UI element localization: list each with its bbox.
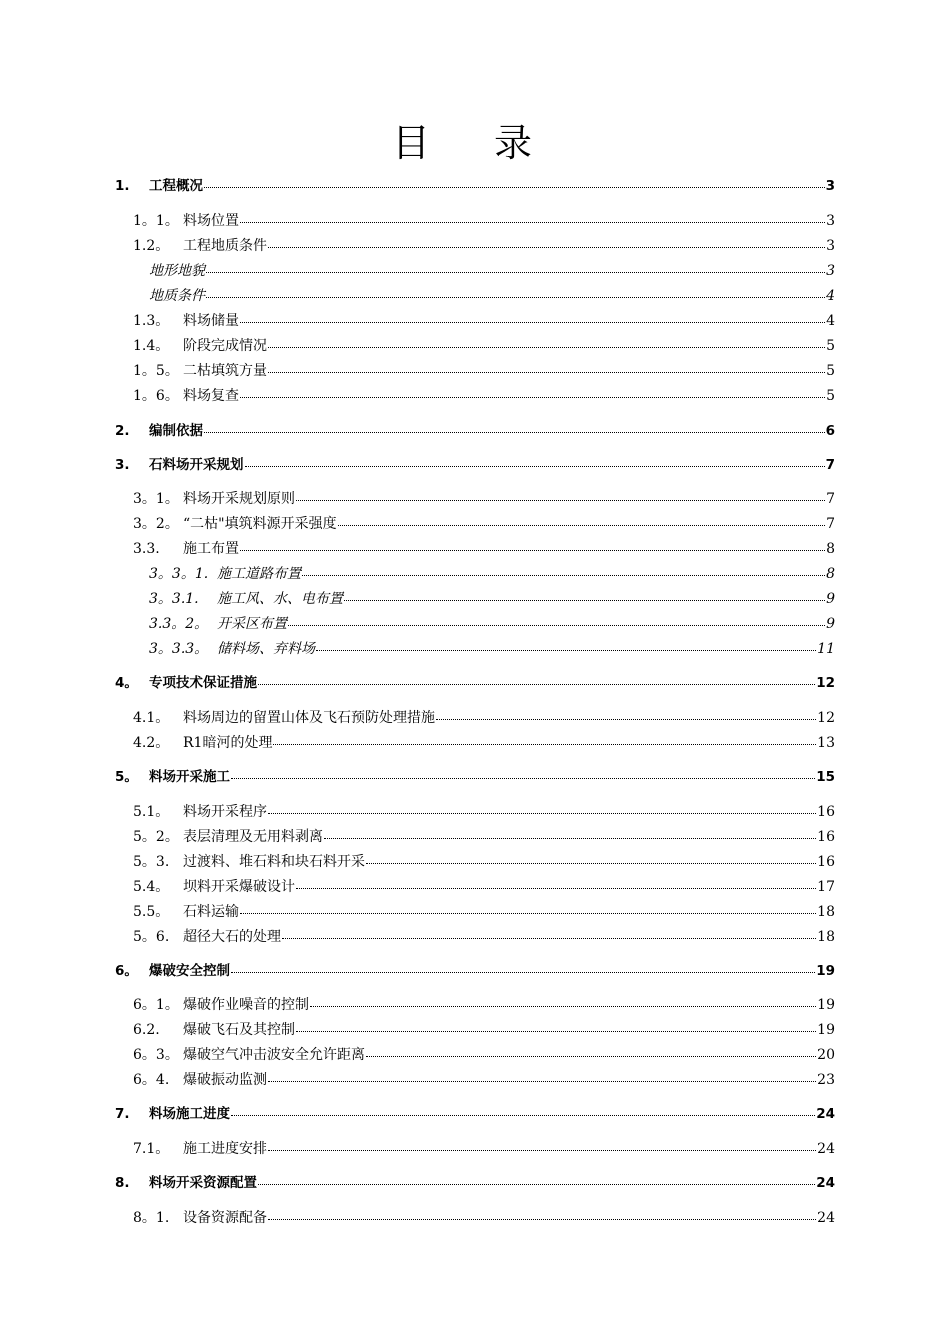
dot-leader: [206, 285, 825, 298]
toc-entry[interactable]: [133, 385, 835, 407]
toc-entry-number: 3.3。2。: [149, 616, 209, 632]
dot-leader: [231, 1103, 815, 1116]
toc-entry-number: 5.1。: [133, 804, 170, 820]
toc-entry-title: R1暗河的处理: [183, 735, 273, 751]
toc-entry-title: 地质条件: [149, 288, 205, 304]
dot-leader: [240, 901, 816, 914]
toc-entry-title: 坝料开采爆破设计: [183, 879, 295, 895]
toc-entry[interactable]: [133, 801, 835, 823]
toc-entry-number: 3。2。: [133, 516, 179, 532]
toc-entry-title: 爆破振动监测: [183, 1072, 267, 1088]
toc-entry-page-number: 16: [817, 804, 835, 820]
toc-entry[interactable]: [149, 588, 835, 610]
toc-entry-title: 施工道路布置: [217, 566, 301, 582]
dot-leader: [436, 707, 816, 720]
toc-entry-title: 施工风、水、电布置: [217, 591, 343, 607]
toc-entry-number: 6。1。: [133, 997, 179, 1013]
toc-entry-title: 地形地貌: [149, 263, 205, 279]
dot-leader: [273, 732, 816, 745]
dot-leader: [258, 1172, 815, 1185]
toc-entry[interactable]: [133, 1069, 835, 1091]
toc-entry-title: 石料运输: [183, 904, 239, 920]
toc-entry-number: 3.: [115, 457, 130, 473]
toc-entry-page-number: 7: [826, 516, 835, 532]
toc-entry[interactable]: [133, 994, 835, 1016]
toc-entry-title: 料场位置: [183, 213, 239, 229]
toc-entry-number: 5。2。: [133, 829, 179, 845]
toc-entry-title: 二枯填筑方量: [183, 363, 267, 379]
toc-entry-page-number: 19: [817, 997, 835, 1013]
toc-entry[interactable]: [115, 454, 835, 476]
toc-entry-title: 料场周边的留置山体及飞石预防处理措施: [183, 710, 435, 726]
toc-entry[interactable]: [115, 672, 835, 694]
toc-entry-number: 4。: [115, 675, 138, 691]
toc-entry-title: 爆破安全控制: [149, 963, 230, 979]
toc-entry-title: 设备资源配备: [183, 1210, 267, 1226]
toc-entry-page-number: 24: [816, 1175, 835, 1191]
toc-entry-title: 料场开采施工: [149, 769, 230, 785]
dot-leader: [316, 638, 816, 651]
toc-entry-number: 6.2.: [133, 1022, 160, 1038]
toc-entry-title: 石料场开采规划: [149, 457, 244, 473]
toc-entry-title: 料场开采程序: [183, 804, 267, 820]
dot-leader: [310, 994, 816, 1007]
toc-entry-page-number: 18: [817, 929, 835, 945]
dot-leader: [240, 538, 825, 551]
dot-leader: [231, 960, 815, 973]
toc-entry-page-number: 19: [817, 1022, 835, 1038]
toc-entry-page-number: 24: [816, 1106, 835, 1122]
toc-entry[interactable]: [149, 563, 835, 585]
dot-leader: [240, 310, 825, 323]
toc-entry-page-number: 3: [826, 238, 835, 254]
toc-entry-title: “二枯"填筑料源开采强度: [183, 516, 337, 532]
toc-entry-title: 爆破飞石及其控制: [183, 1022, 295, 1038]
toc-entry-page-number: 6: [825, 423, 835, 439]
toc-entry-title: 表层清理及无用料剥离: [183, 829, 323, 845]
toc-entry[interactable]: [133, 926, 835, 948]
toc-entry-page-number: 16: [817, 829, 835, 845]
toc-entry-page-number: 12: [817, 710, 835, 726]
toc-entry-title: 料场复查: [183, 388, 239, 404]
toc-entry-title: 爆破空气冲击波安全允许距离: [183, 1047, 365, 1063]
toc-entry-number: 3。1。: [133, 491, 179, 507]
toc-entry[interactable]: [133, 1044, 835, 1066]
toc-entry-title: 开采区布置: [217, 616, 287, 632]
dot-leader: [240, 385, 825, 398]
toc-entry-page-number: 8: [826, 566, 835, 582]
toc-entry-page-number: 19: [816, 963, 835, 979]
toc-entry-number: 6。3。: [133, 1047, 179, 1063]
toc-entry-page-number: 20: [817, 1047, 835, 1063]
toc-entry[interactable]: [115, 175, 835, 197]
toc-entry[interactable]: [133, 707, 835, 729]
toc-entry-page-number: 5: [826, 363, 835, 379]
toc-entry-page-number: 17: [817, 879, 835, 895]
dot-leader: [245, 454, 825, 467]
toc-entry[interactable]: [149, 285, 835, 307]
dot-leader: [324, 826, 816, 839]
toc-entry-number: 4.1。: [133, 710, 170, 726]
toc-entry-number: 3.3.: [133, 541, 160, 557]
toc-entry-number: 3。3.1.: [149, 591, 199, 607]
toc-entry-page-number: 9: [826, 591, 835, 607]
toc-entry-title: 过渡料、堆石料和块石料开采: [183, 854, 365, 870]
dot-leader: [268, 801, 816, 814]
toc-entry-number: 3。3.3。: [149, 641, 209, 657]
toc-entry-number: 8.: [115, 1175, 130, 1191]
dot-leader: [288, 613, 825, 626]
toc-entry-number: 1。5。: [133, 363, 179, 379]
dot-leader: [268, 1138, 816, 1151]
toc-entry-number: 7.: [115, 1106, 130, 1122]
toc-entry[interactable]: [133, 513, 835, 535]
dot-leader: [268, 360, 825, 373]
dot-leader: [204, 175, 825, 188]
toc-entry-title: 专项技术保证措施: [149, 675, 257, 691]
toc-entry-title: 料场开采规划原则: [183, 491, 295, 507]
toc-entry[interactable]: [133, 876, 835, 898]
toc-entry[interactable]: [115, 1172, 835, 1194]
toc-entry[interactable]: [115, 1103, 835, 1125]
toc-entry-title: 爆破作业噪音的控制: [183, 997, 309, 1013]
toc-entry-number: 1.4。: [133, 338, 170, 354]
toc-entry[interactable]: [133, 488, 835, 510]
toc-entry[interactable]: [115, 420, 835, 442]
dot-leader: [296, 488, 825, 501]
toc-entry[interactable]: [115, 960, 835, 982]
toc-entry-page-number: 5: [826, 388, 835, 404]
dot-leader: [268, 235, 825, 248]
toc-entry[interactable]: [133, 901, 835, 923]
toc-entry-title: 储料场、弃料场: [217, 641, 315, 657]
toc-entry-number: 5。: [115, 769, 138, 785]
toc-entry-page-number: 7: [825, 457, 835, 473]
toc-entry-page-number: 13: [817, 735, 835, 751]
toc-entry[interactable]: [133, 851, 835, 873]
toc-entry-page-number: 15: [816, 769, 835, 785]
toc-entry-title: 工程地质条件: [183, 238, 267, 254]
toc-entry[interactable]: [133, 360, 835, 382]
toc-entry-page-number: 3: [826, 263, 835, 279]
toc-entry-number: 1.: [115, 178, 130, 194]
toc-entry-title: 料场开采资源配置: [149, 1175, 257, 1191]
dot-leader: [268, 1207, 816, 1220]
toc-entry-number: 5.4。: [133, 879, 170, 895]
page-title: 目 录: [391, 121, 559, 165]
toc-entry-number: 1.2。: [133, 238, 170, 254]
toc-entry-title: 料场施工进度: [149, 1106, 230, 1122]
toc-entry[interactable]: [133, 732, 835, 754]
toc-entry-title: 料场储量: [183, 313, 239, 329]
toc-entry-page-number: 9: [826, 616, 835, 632]
toc-entry[interactable]: [115, 766, 835, 788]
toc-entry[interactable]: [133, 235, 835, 257]
toc-entry-title: 施工布置: [183, 541, 239, 557]
toc-entry-title: 阶段完成情况: [183, 338, 267, 354]
toc-entry-title: 超径大石的处理: [183, 929, 281, 945]
toc-entry-page-number: 23: [817, 1072, 835, 1088]
dot-leader: [344, 588, 825, 601]
toc-entry-number: 1。6。: [133, 388, 179, 404]
toc-entry-number: 2.: [115, 423, 130, 439]
toc-entry-page-number: 12: [816, 675, 835, 691]
dot-leader: [296, 1019, 816, 1032]
toc-entry-number: 6。4.: [133, 1072, 170, 1088]
toc-entry-number: 1.3。: [133, 313, 170, 329]
toc-entry[interactable]: [149, 638, 835, 660]
toc-entry-page-number: 4: [826, 288, 835, 304]
dot-leader: [204, 420, 825, 433]
toc-entry-title: 施工进度安排: [183, 1141, 267, 1157]
toc-entry[interactable]: [149, 613, 835, 635]
toc-entry-number: 5.5。: [133, 904, 170, 920]
toc-entry-page-number: 18: [817, 904, 835, 920]
dot-leader: [268, 335, 825, 348]
dot-leader: [302, 563, 825, 576]
dot-leader: [366, 1044, 816, 1057]
toc-entry-page-number: 5: [826, 338, 835, 354]
toc-entry-number: 8。1.: [133, 1210, 170, 1226]
toc-entry[interactable]: [149, 260, 835, 282]
toc-entry-number: 3。3。1.: [149, 566, 209, 582]
toc-entry-number: 7.1。: [133, 1141, 170, 1157]
dot-leader: [366, 851, 816, 864]
toc-entry[interactable]: [133, 538, 835, 560]
toc-entry-number: 4.2。: [133, 735, 170, 751]
toc-entry-number: 5。6.: [133, 929, 170, 945]
toc-entry-title: 编制依据: [149, 423, 203, 439]
dot-leader: [240, 210, 825, 223]
toc-entry-page-number: 24: [817, 1141, 835, 1157]
toc-entry-page-number: 7: [826, 491, 835, 507]
dot-leader: [338, 513, 825, 526]
toc-entry-page-number: 3: [825, 178, 835, 194]
toc-entry[interactable]: [133, 335, 835, 357]
dot-leader: [282, 926, 816, 939]
dot-leader: [206, 260, 825, 273]
dot-leader: [296, 876, 816, 889]
toc-entry-page-number: 16: [817, 854, 835, 870]
dot-leader: [268, 1069, 816, 1082]
toc-entry[interactable]: [133, 210, 835, 232]
toc-entry-page-number: 24: [817, 1210, 835, 1226]
toc-entry-page-number: 8: [826, 541, 835, 557]
toc-entry-page-number: 3: [826, 213, 835, 229]
toc-entry[interactable]: [133, 310, 835, 332]
toc-entry-number: 1。1。: [133, 213, 179, 229]
toc-entry-title: 工程概况: [149, 178, 203, 194]
toc-entry[interactable]: [133, 1138, 835, 1160]
dot-leader: [258, 672, 815, 685]
toc-entry-number: 5。3.: [133, 854, 170, 870]
dot-leader: [231, 766, 815, 779]
toc-entry-number: 6。: [115, 963, 138, 979]
toc-entry-page-number: 11: [817, 641, 835, 657]
toc-entry-page-number: 4: [826, 313, 835, 329]
toc-entry[interactable]: [133, 1019, 835, 1041]
toc-entry[interactable]: [133, 1207, 835, 1229]
toc-entry[interactable]: [133, 826, 835, 848]
